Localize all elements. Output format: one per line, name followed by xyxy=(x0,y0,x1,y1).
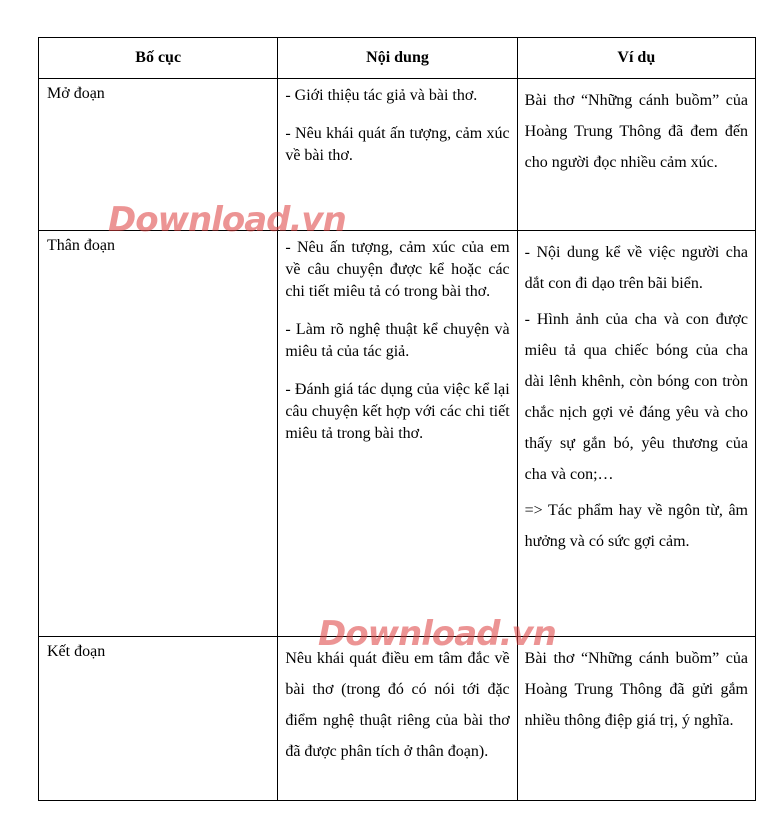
content-cell xyxy=(278,79,517,231)
content-paragraph: - Đánh giá tác dụng của việc kể lại câu chuyện kết hợp với các chi tiết miêu tả trong bài thơ. xyxy=(285,381,510,442)
table-row xyxy=(39,231,756,637)
example-paragraph: => Tác phẩm hay về ngôn từ, âm hưởng và có sức gợi cảm. xyxy=(524,502,748,550)
example-paragraph: - Nội dung kể về việc người cha dắt con đi dạo trên bãi biển. xyxy=(524,244,748,292)
content-cell xyxy=(278,231,517,637)
header-bo-cuc: Bố cục xyxy=(39,38,278,79)
example-paragraph: Bài thơ “Những cánh buồm” của Hoàng Trung Thông đã gửi gắm nhiều thông điệp giá trị, ý nghĩa. xyxy=(524,650,748,729)
structure-table xyxy=(38,37,756,801)
table-row xyxy=(39,79,756,231)
watermark-logo: Download.vn xyxy=(318,614,556,654)
content-paragraph: - Nêu ấn tượng, cảm xúc của em về câu chuyện được kể hoặc các chi tiết miêu tả có trong bài thơ. xyxy=(285,239,510,300)
header-noi-dung: Nội dung xyxy=(278,38,517,79)
content-paragraph: - Làm rõ nghệ thuật kể chuyện và miêu tả của tác giả. xyxy=(285,321,510,360)
header-row xyxy=(39,38,756,79)
content-paragraph: - Nêu khái quát ấn tượng, cảm xúc về bài thơ. xyxy=(285,125,510,164)
example-paragraph: - Hình ảnh của cha và con được miêu tả qua chiếc bóng của cha dài lênh khênh, còn bóng con tròn chắc nịch gợi vẻ đáng yêu và cho thấy sự gắn bó, yêu thương của cha và con;… xyxy=(524,311,748,483)
section-label: Kết đoạn xyxy=(47,643,106,660)
section-label: Mở đoạn xyxy=(47,85,105,102)
header-vi-du: Ví dụ xyxy=(517,38,755,79)
example-cell xyxy=(517,79,755,231)
example-cell xyxy=(517,231,755,637)
section-cell xyxy=(39,637,278,801)
content-paragraph: - Giới thiệu tác giả và bài thơ. xyxy=(285,87,478,104)
content-cell xyxy=(278,637,517,801)
section-cell xyxy=(39,231,278,637)
table-row xyxy=(39,637,756,801)
example-cell xyxy=(517,637,755,801)
section-label: Thân đoạn xyxy=(47,237,115,254)
example-paragraph: Bài thơ “Những cánh buồm” của Hoàng Trung Thông đã đem đến cho người đọc nhiều cảm xúc. xyxy=(524,92,748,171)
content-paragraph: Nêu khái quát điều em tâm đắc về bài thơ (trong đó có nói tới đặc điểm nghệ thuật riêng của bài thơ đã được phân tích ở thân đoạn). xyxy=(285,650,510,760)
watermark-logo: Download.vn xyxy=(108,200,346,240)
section-cell xyxy=(39,79,278,231)
